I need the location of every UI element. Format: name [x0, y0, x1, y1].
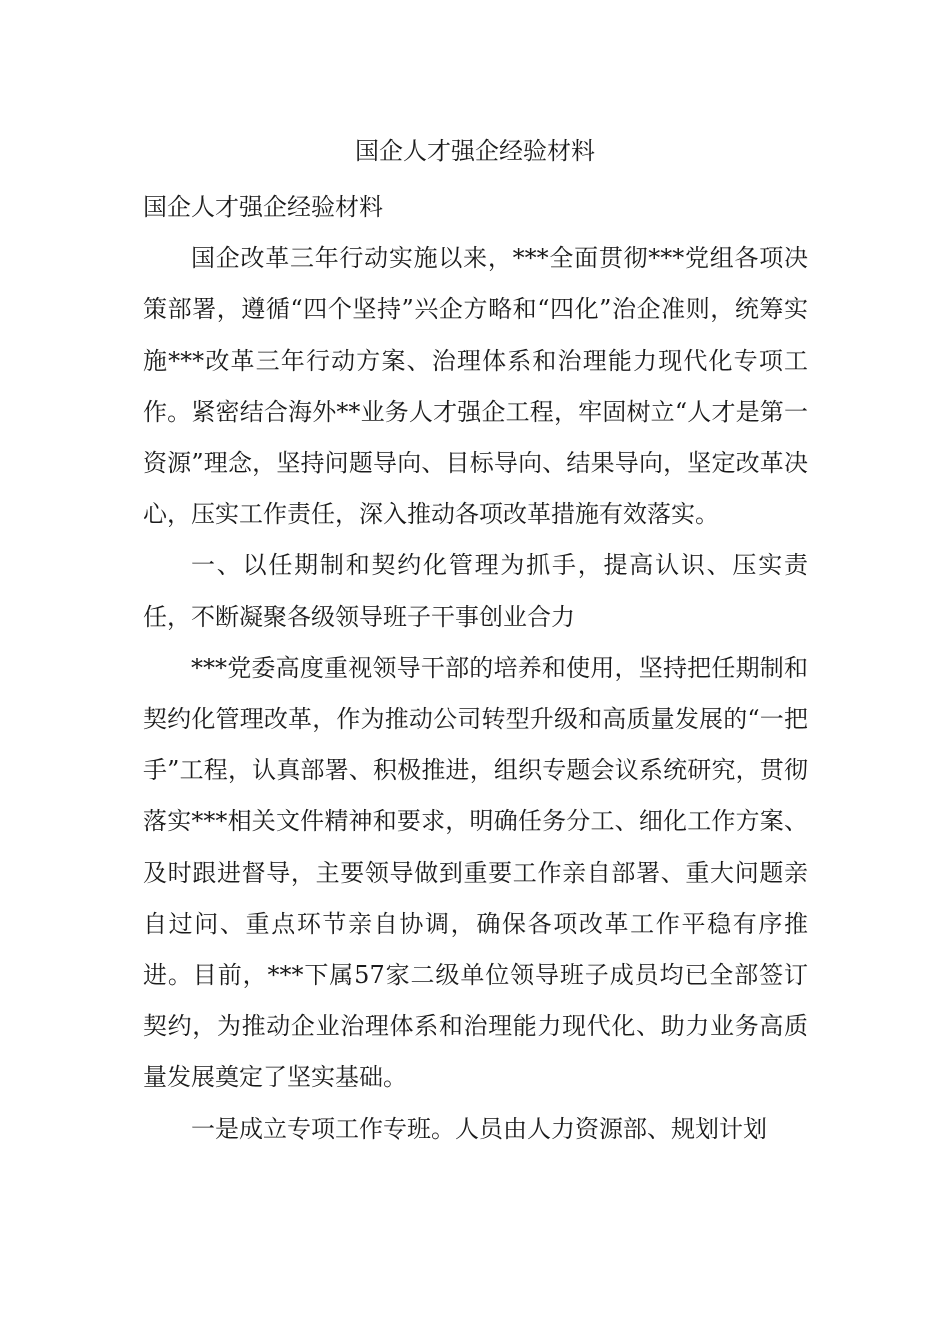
point-one-paragraph: 一是成立专项工作专班。人员由人力资源部、规划计划: [191, 1114, 767, 1143]
document-title: 国企人才强企经验材料: [355, 137, 595, 165]
intro-paragraph: 国企改革三年行动实施以来，***全面贯彻***党组各项决策部署，遵循“四个坚持”兴企方略和“四化”治企准则，统筹实施***改革三年行动方案、治理体系和治理能力现代化专项工作。紧密结合海外**业务人才强企工程，牢固树立“人才是第一资源”理念，坚持问题导向、目标导向、结果导向，坚定改革决心，压实工作责任，深入推动各项改革措施有效落实。: [143, 244, 808, 529]
subtitle-paragraph: 国企人才强企经验材料: [143, 193, 383, 221]
document-body: [143, 182, 808, 1155]
section-heading-paragraph: 一、以任期制和契约化管理为抓手，提高认识、压实责任，不断凝聚各级领导班子干事创业合力: [143, 551, 808, 631]
body-paragraph: ***党委高度重视领导干部的培养和使用，坚持把任期制和契约化管理改革，作为推动公司转型升级和高质量发展的“一把手”工程，认真部署、积极推进，组织专题会议系统研究，贯彻落实***相关文件精神和要求，明确任务分工、细化工作方案、及时跟进督导，主要领导做到重要工作亲自部署、重大问题亲自过问、重点环节亲自协调，确保各项改革工作平稳有序推进。目前，***下属57家二级单位领导班子成员均已全部签订契约，为推动企业治理体系和治理能力现代化、助力业务高质量发展奠定了坚实基础。: [143, 653, 808, 1092]
